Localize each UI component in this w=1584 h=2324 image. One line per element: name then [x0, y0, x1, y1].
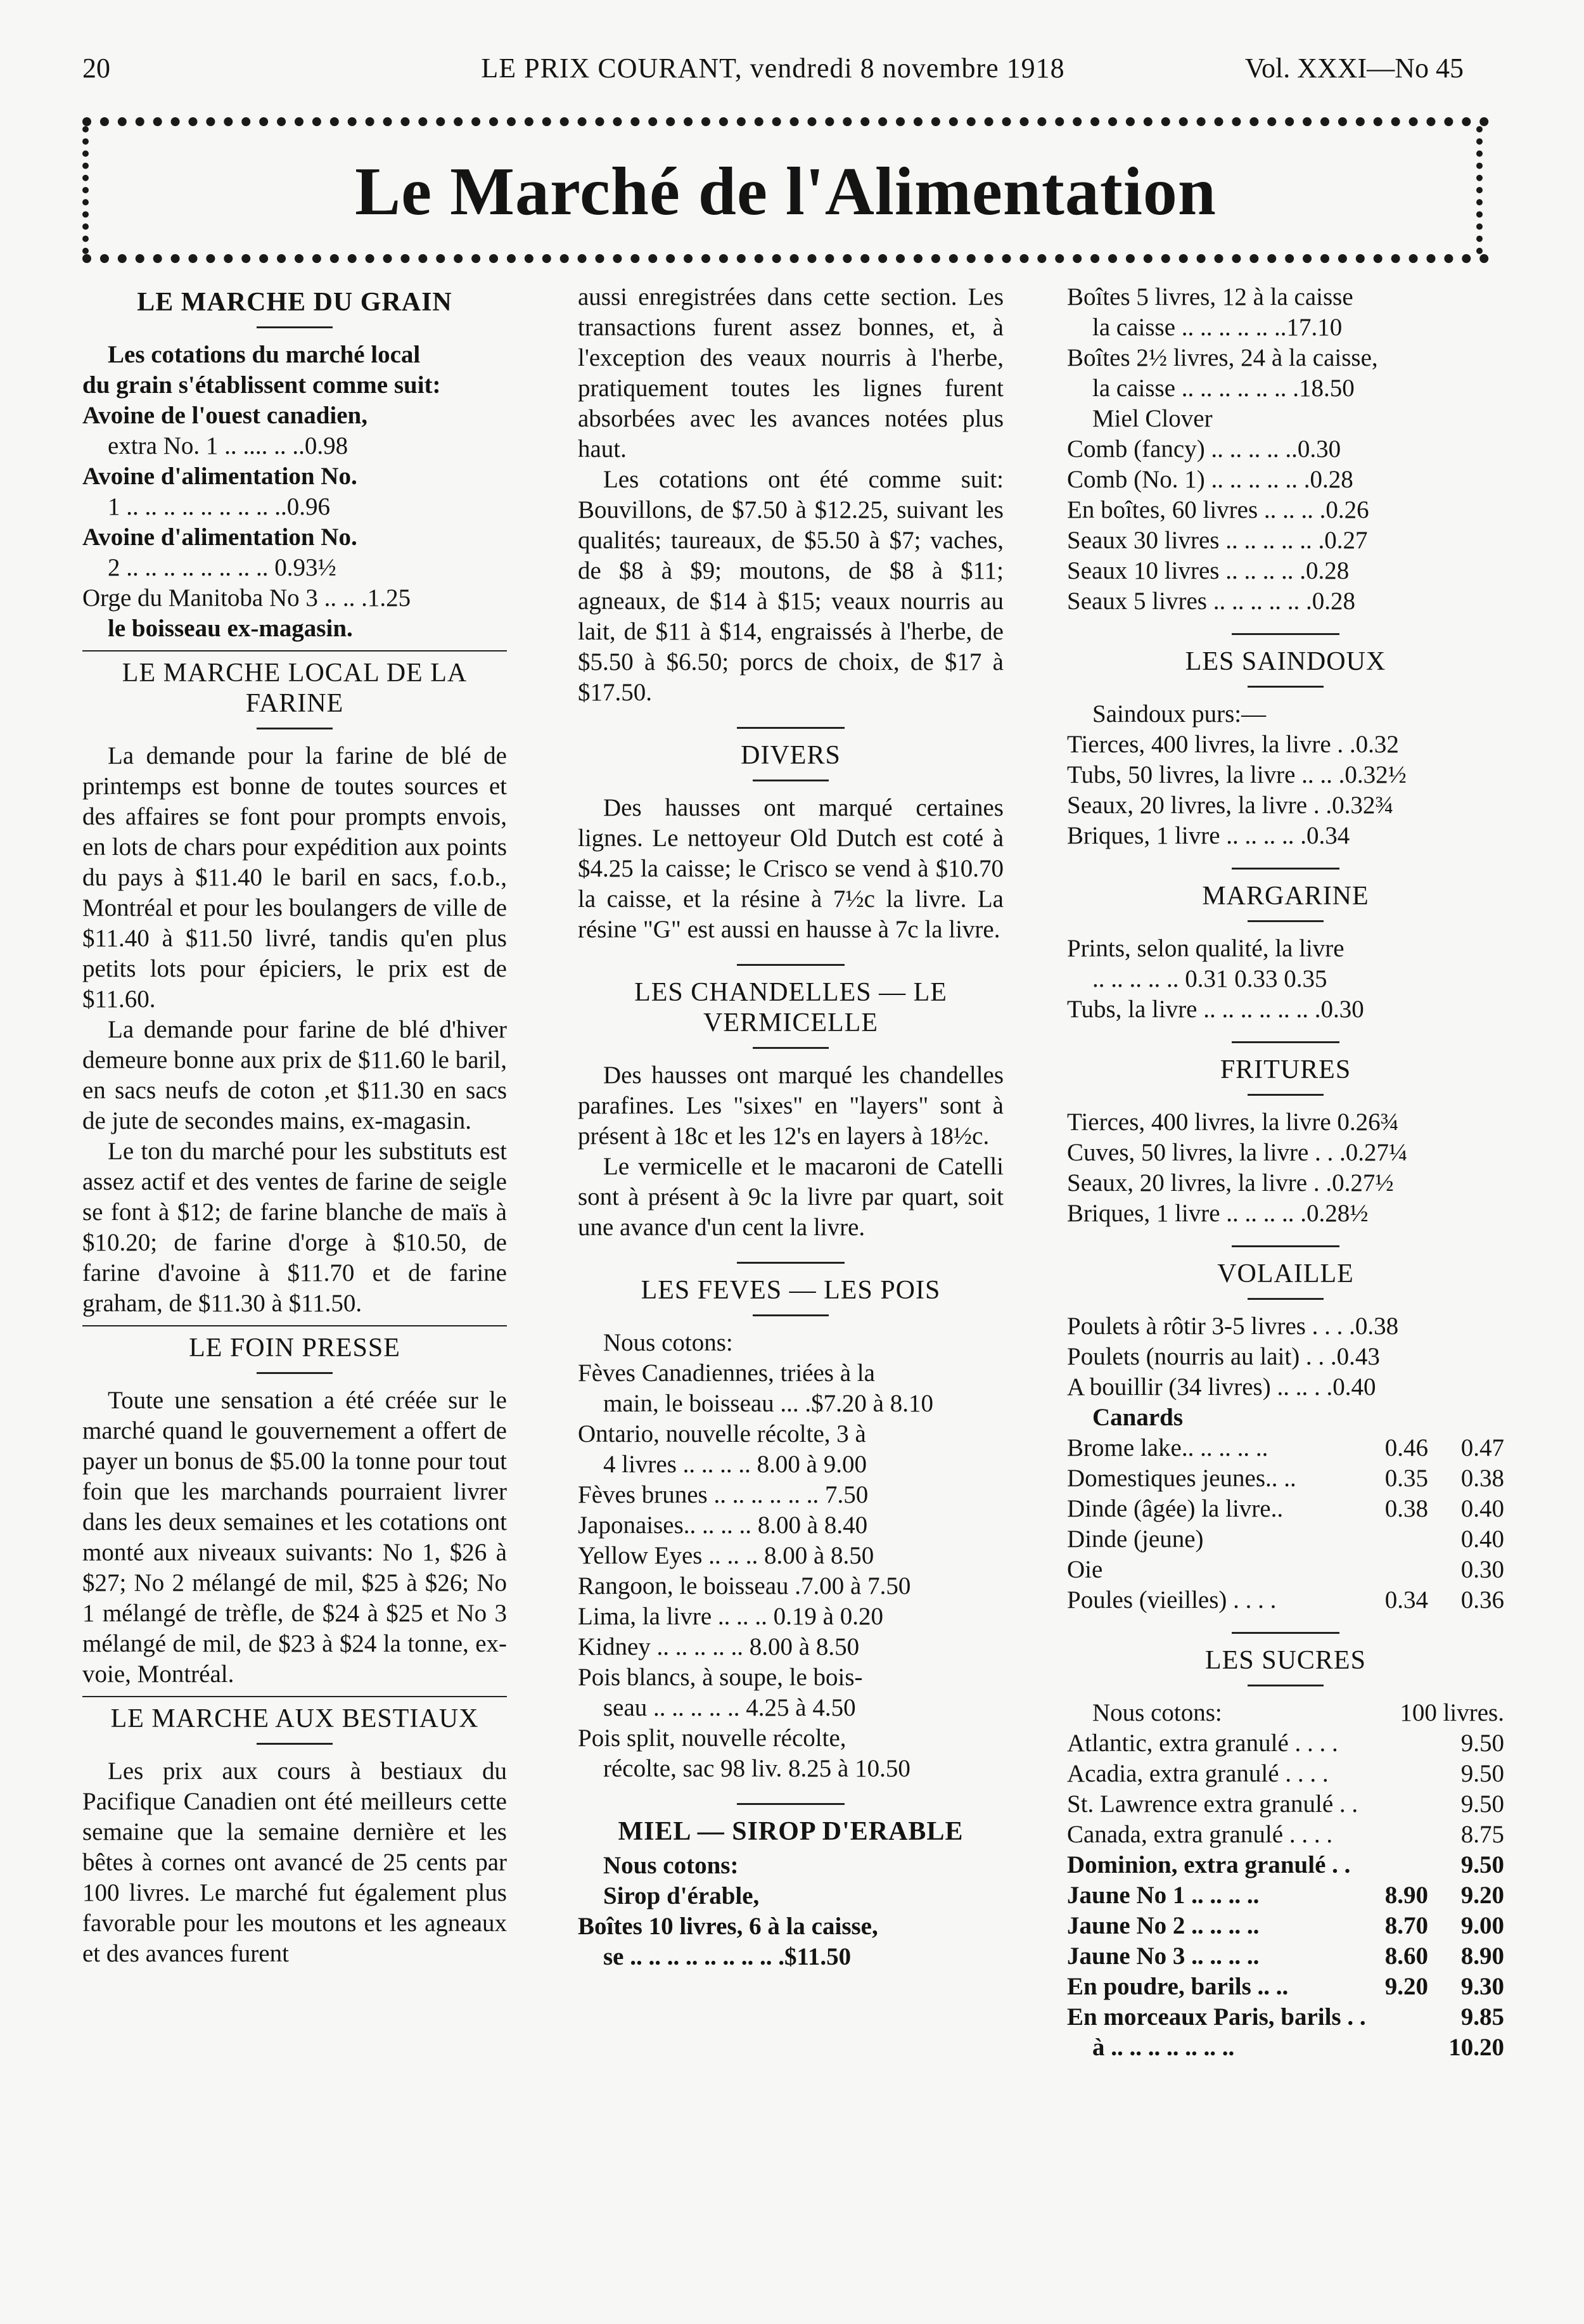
- farine-paragraph: La demande pour farine de blé d'hiver demeure bonne aux prix de $11.60 le baril, en sacs neufs de coton ,et $11.30 en sacs de jute de secondes mains, ex-magasin.: [82, 1016, 507, 1134]
- row-price-low: [1350, 1850, 1447, 1880]
- divider: [1248, 686, 1324, 688]
- saindoux-line: Saindoux purs:—: [1092, 700, 1267, 728]
- feves-line: Japonaises.. .. .. .. 8.00 à 8.40: [578, 1512, 868, 1539]
- volaille-row: [1067, 1463, 1504, 1494]
- sucres-row: [1067, 2002, 1504, 2032]
- divider: [82, 1696, 507, 1697]
- feves-line: récolte, sac 98 liv. 8.25 à 10.50: [603, 1755, 910, 1782]
- divider: [737, 1262, 845, 1264]
- grain-line: Les cotations du marché local: [108, 341, 421, 368]
- row-label: St. Lawrence extra granulé . .: [1067, 1790, 1358, 1818]
- saindoux-line: Briques, 1 livre .. .. .. .. .0.34: [1067, 822, 1350, 849]
- row-label: Jaune No 2 .. .. .. ..: [1067, 1912, 1260, 1939]
- row-price-low: [1301, 2032, 1428, 2063]
- row-label: à .. .. .. .. .. .. ..: [1092, 2034, 1235, 2061]
- miel-line: la caisse .. .. .. .. .. .. .18.50: [1092, 375, 1355, 402]
- section-title: Le Marché de l'Alimentation: [355, 154, 1217, 229]
- feves-line: Fèves Canadiennes, triées à la: [578, 1359, 875, 1387]
- divider: [737, 727, 845, 729]
- sucres-intro: [1067, 1698, 1504, 1728]
- miel-line: Comb (fancy) .. .. .. .. ..0.30: [1067, 435, 1341, 463]
- grain-line: le boisseau ex-magasin.: [108, 615, 353, 642]
- page-number: 20: [82, 53, 110, 84]
- divider: [82, 1325, 507, 1326]
- feves-line: main, le boisseau ... .$7.20 à 8.10: [603, 1390, 933, 1417]
- grain-line: du grain s'établissent comme suit:: [82, 371, 441, 399]
- fritures-line: Seaux, 20 livres, la livre . .0.27½: [1067, 1169, 1394, 1197]
- column-2: [578, 282, 1004, 1972]
- divider: [753, 1314, 829, 1316]
- divider: [1248, 1685, 1324, 1686]
- saindoux-line: Tubs, 50 livres, la livre .. .. .0.32½: [1067, 761, 1407, 788]
- row-label: Poules (vieilles) . . . .: [1067, 1586, 1277, 1614]
- grain-line: Avoine de l'ouest canadien,: [82, 402, 367, 429]
- miel-line: Seaux 5 livres .. .. .. .. .. .0.28: [1067, 587, 1355, 615]
- miel-line: Sirop d'érable,: [603, 1882, 760, 1910]
- miel-line: Miel Clover: [1092, 405, 1213, 432]
- grain-line: extra No. 1 .. .... .. ..0.98: [108, 432, 348, 459]
- grain-line: Avoine d'alimentation No.: [82, 463, 357, 490]
- row-price-high: 9.50: [1460, 1760, 1504, 1787]
- divers-paragraph: Des hausses ont marqué certaines lignes. Le nettoyeur Old Dutch est coté à $4.25 la caisse; le Crisco se vend à $10.70 la caisse, et la résine à 7½c la livre. La résine "G" est aussi en hausse à 7c la livre.: [578, 794, 1004, 943]
- miel-line: la caisse .. .. .. .. .. ..17.10: [1092, 314, 1343, 341]
- sucres-row: [1067, 1880, 1504, 1911]
- row-price-high: 0.36: [1460, 1586, 1504, 1614]
- grain-line: Avoine d'alimentation No.: [82, 523, 357, 551]
- row-label: En poudre, barils .. ..: [1067, 1973, 1289, 2000]
- sucres-row: [1067, 1759, 1504, 1789]
- divider: [737, 1803, 845, 1805]
- row-label: Acadia, extra granulé . . . .: [1067, 1760, 1329, 1787]
- row-label: Dinde (âgée) la livre..: [1067, 1495, 1284, 1522]
- feves-line: Pois blancs, à soupe, le bois-: [578, 1664, 863, 1691]
- feves-line: Yellow Eyes .. .. .. 8.00 à 8.50: [578, 1542, 874, 1569]
- row-label: Dominion, extra granulé . .: [1067, 1851, 1351, 1878]
- row-price-low: [1329, 1759, 1438, 1789]
- volume-number: Vol. XXXI—No 45: [1244, 53, 1464, 84]
- bestiaux-prices: Les cotations ont été comme suit: Bouvillons, de $7.50 à $12.25, suivant les qualités; taureaux, de $5.50 à $7; vaches, de $8 à $9; moutons, de $8 à $11; agneaux, de $14 à $15; veaux nourris au lait, de $11 à $14, engraissés à l'herbe, de $5.50 à $6.50; porcs de choix, de $17 à $17.50.: [578, 466, 1004, 706]
- divider: [1232, 1245, 1339, 1247]
- miel-line: Nous cotons:: [603, 1852, 739, 1879]
- row-price-high: 9.85: [1460, 2003, 1504, 2031]
- row-unit: 100 livres.: [1400, 1699, 1504, 1726]
- row-label: Atlantic, extra granulé . . . .: [1067, 1730, 1338, 1757]
- feves-line: Lima, la livre .. .. .. 0.19 à 0.20: [578, 1603, 883, 1630]
- volaille-row: [1067, 1433, 1504, 1463]
- column-1: [82, 282, 507, 1969]
- bestiaux-continued: aussi enregistrées dans cette section. Les transactions furent assez bonnes, et, à l'exception des veaux nourris à l'herbe, pratiquement toutes les lignes furent absorbées avec les avances notées plus haut.: [578, 283, 1004, 463]
- grain-line: 1 .. .. .. .. .. .. .. .. ..0.96: [108, 493, 330, 520]
- foin-heading: LE FOIN PRESSE: [189, 1333, 400, 1363]
- chandelles-heading: LES CHANDELLES — LE VERMICELLE: [634, 978, 947, 1037]
- row-label: Domestiques jeunes.. ..: [1067, 1465, 1296, 1492]
- feves-line: seau .. .. .. .. .. 4.25 à 4.50: [603, 1694, 856, 1721]
- row-price-low: 0.34: [1384, 1586, 1428, 1614]
- fritures-line: Briques, 1 livre .. .. .. .. .0.28½: [1067, 1200, 1369, 1227]
- farine-paragraph: Le ton du marché pour les substituts est assez actif et des ventes de farine de seigle se font à $12; de farine blanche de maïs à $10.20; de farine d'orge à $10.50, de farine d'avoine à $11.70 et de farine graham, de $11.30 à $11.50.: [82, 1138, 507, 1317]
- miel-line: Boîtes 10 livres, 6 à la caisse,: [578, 1913, 878, 1940]
- volaille-line: Poulets (nourris au lait) . . .0.43: [1067, 1343, 1380, 1370]
- row-price-high: 8.90: [1460, 1942, 1504, 1970]
- sucres-row: [1067, 1911, 1504, 1941]
- row-price-low: [1301, 1555, 1428, 1585]
- sucres-row: [1067, 1850, 1504, 1880]
- divider: [257, 326, 333, 328]
- margarine-line: Prints, selon qualité, la livre: [1067, 935, 1344, 962]
- divider: [1248, 920, 1324, 922]
- saindoux-heading: LES SAINDOUX: [1185, 647, 1386, 676]
- row-label: Brome lake.. .. .. .. ..: [1067, 1434, 1268, 1461]
- row-price-low: [1338, 1728, 1442, 1759]
- row-price-low: [1301, 1524, 1428, 1555]
- column-3: [1067, 282, 1504, 2063]
- row-price-low: 8.70: [1384, 1912, 1428, 1939]
- bestiaux-paragraph: Les prix aux cours à bestiaux du Pacifique Canadien ont été meilleurs cette semaine que la semaine dernière et les bêtes à cornes ont avancé de 25 cents par 100 livres. Le marché fut également plus favorable pour les moutons et les agneaux et des avances furent: [82, 1757, 507, 1967]
- row-price-high: 9.50: [1460, 1730, 1504, 1757]
- row-price-low: [1358, 1789, 1449, 1820]
- row-price-high: 9.50: [1460, 1851, 1504, 1878]
- miel-line: Comb (No. 1) .. .. .. .. .. .0.28: [1067, 466, 1353, 493]
- margarine-heading: MARGARINE: [1202, 882, 1369, 911]
- row-label: Jaune No 1 .. .. .. ..: [1067, 1882, 1260, 1909]
- farine-heading: LE MARCHE LOCAL DE LA FARINE: [122, 658, 468, 718]
- feves-heading: LES FEVES — LES POIS: [641, 1276, 941, 1305]
- feves-line: 4 livres .. .. .. .. 8.00 à 9.00: [603, 1451, 867, 1478]
- sucres-row: [1067, 1789, 1504, 1820]
- row-label: En morceaux Paris, barils . .: [1067, 2003, 1366, 2031]
- divider: [753, 780, 829, 781]
- volaille-row: [1067, 1524, 1504, 1555]
- row-price-low: 9.20: [1384, 1973, 1428, 2000]
- row-price-low: 0.35: [1384, 1465, 1428, 1492]
- grain-heading: LE MARCHE DU GRAIN: [137, 288, 452, 317]
- sucres-row: [1067, 1941, 1504, 1972]
- row-price-low: 8.90: [1384, 1882, 1428, 1909]
- divider: [1232, 633, 1339, 635]
- divider: [82, 650, 507, 652]
- feves-line: Rangoon, le boisseau .7.00 à 7.50: [578, 1572, 911, 1600]
- row-price-high: 0.47: [1460, 1434, 1504, 1461]
- divider: [737, 964, 845, 966]
- sucres-heading: LES SUCRES: [1205, 1646, 1366, 1675]
- bestiaux-heading: LE MARCHE AUX BESTIAUX: [110, 1704, 479, 1733]
- fritures-line: Cuves, 50 livres, la livre . . .0.27¼: [1067, 1139, 1408, 1166]
- miel-line: Boîtes 5 livres, 12 à la caisse: [1067, 283, 1353, 311]
- volaille-heading: VOLAILLE: [1217, 1259, 1354, 1288]
- divider: [1248, 1298, 1324, 1300]
- row-label: Nous cotons:: [1092, 1699, 1222, 1726]
- divider: [257, 1743, 333, 1745]
- vermicelle-paragraph: Le vermicelle et le macaroni de Catelli sont à présent à 9c la livre par quart, soit une avance d'un cent la livre.: [578, 1153, 1004, 1241]
- volaille-row: [1067, 1494, 1504, 1524]
- feves-line: Fèves brunes .. .. .. .. .. .. 7.50: [578, 1481, 869, 1508]
- row-label: Oie: [1067, 1556, 1103, 1583]
- feves-line: Ontario, nouvelle récolte, 3 à: [578, 1420, 866, 1448]
- miel-line: En boîtes, 60 livres .. .. .. .0.26: [1067, 496, 1369, 523]
- row-price-high: 9.20: [1460, 1882, 1504, 1909]
- volaille-row: [1067, 1555, 1504, 1585]
- miel-line: Seaux 30 livres .. .. .. .. .. .0.27: [1067, 527, 1368, 554]
- divider: [1232, 1632, 1339, 1634]
- row-price-high: 8.75: [1460, 1821, 1504, 1848]
- page-header: [82, 52, 1464, 90]
- divider: [257, 728, 333, 729]
- foin-paragraph: Toute une sensation a été créée sur le marché quand le gouvernement a offert de payer un bonus de $5.00 la tonne pour tout foin que les marchands pourraient livrer dans les deux semaines et les cotations ont monté aux niveaux suivants: No 1, $26 à $27; No 2 mélangé de mil, $25 à $26; No 1 mélangé de trèfle, de $24 à $25 et No 3 mélangé de mil, de $23 à $24 la tonne, ex-voie, Montréal.: [82, 1387, 507, 1688]
- divider: [1232, 1041, 1339, 1043]
- saindoux-line: Seaux, 20 livres, la livre . .0.32¾: [1067, 792, 1394, 819]
- volaille-line: A bouillir (34 livres) .. .. . .0.40: [1067, 1373, 1376, 1401]
- divider: [1232, 868, 1339, 870]
- margarine-line: .. .. .. .. .. 0.31 0.33 0.35: [1092, 965, 1327, 992]
- volaille-line: Poulets à rôtir 3-5 livres . . . .0.38: [1067, 1313, 1399, 1340]
- grain-line: 2 .. .. .. .. .. .. .. .. 0.93½: [108, 554, 336, 581]
- row-price-high: 0.30: [1460, 1556, 1504, 1583]
- row-price-low: 0.46: [1384, 1434, 1428, 1461]
- row-label: Dinde (jeune): [1067, 1525, 1204, 1553]
- sucres-row: [1067, 1972, 1504, 2002]
- row-label: Jaune No 3 .. .. .. ..: [1067, 1942, 1260, 1970]
- row-price-low: 0.38: [1384, 1495, 1428, 1522]
- row-price-high: 10.20: [1448, 2034, 1504, 2061]
- feves-line: Pois split, nouvelle récolte,: [578, 1724, 846, 1752]
- row-price-low: [1332, 1820, 1440, 1850]
- grain-line: Orge du Manitoba No 3 .. .. .1.25: [82, 584, 411, 612]
- row-price-high: 0.40: [1460, 1495, 1504, 1522]
- miel-line: Boîtes 2½ livres, 24 à la caisse,: [1067, 344, 1378, 371]
- divider: [1248, 1094, 1324, 1096]
- row-label: Canada, extra granulé . . . .: [1067, 1821, 1333, 1848]
- publication-title: LE PRIX COURANT, vendredi 8 novembre 1918: [481, 53, 1065, 84]
- fritures-heading: FRITURES: [1220, 1055, 1351, 1084]
- row-price-high: 0.38: [1460, 1465, 1504, 1492]
- saindoux-line: Tierces, 400 livres, la livre . .0.32: [1067, 731, 1399, 758]
- sucres-row: [1067, 1820, 1504, 1850]
- miel-line: Seaux 10 livres .. .. .. .. .0.28: [1067, 557, 1350, 584]
- row-price-high: 9.50: [1460, 1790, 1504, 1818]
- sucres-row: [1067, 2032, 1504, 2063]
- row-price-high: 9.00: [1460, 1912, 1504, 1939]
- row-price-low: 8.60: [1384, 1942, 1428, 1970]
- miel-line: se .. .. .. .. .. .. .. .. .$11.50: [603, 1943, 852, 1970]
- row-price-low: [1366, 2002, 1453, 2032]
- row-price-high: 0.40: [1460, 1525, 1504, 1553]
- divers-heading: DIVERS: [741, 741, 841, 770]
- fritures-line: Tierces, 400 livres, la livre 0.26¾: [1067, 1108, 1399, 1136]
- farine-paragraph: La demande pour la farine de blé de printemps est bonne de toutes sources et des affaires se font pour prompts envois, en lots de chars pour expédition aux points du pays à $11.40 le baril en sacs, f.o.b., Montréal et pour les boulangers de ville de $11.40 à $11.50 livré, tandis qu'en plus petits lots pour épiciers, le prix est de $11.60.: [82, 742, 507, 1013]
- sucres-row: [1067, 1728, 1504, 1759]
- divider: [257, 1372, 333, 1374]
- margarine-line: Tubs, la livre .. .. .. .. .. .. .0.30: [1067, 996, 1364, 1023]
- feves-intro: Nous cotons:: [603, 1329, 733, 1356]
- row-price-high: 9.30: [1460, 1973, 1504, 2000]
- divider: [753, 1047, 829, 1049]
- feves-line: Kidney .. .. .. .. .. 8.00 à 8.50: [578, 1633, 860, 1660]
- miel-heading: MIEL — SIROP D'ERABLE: [618, 1817, 964, 1846]
- canards-label: Canards: [1092, 1404, 1184, 1431]
- chandelles-paragraph: Des hausses ont marqué les chandelles parafines. Les "sixes" en "layers" sont à présent à 18c et les 12's en layers à 18½c.: [578, 1062, 1004, 1150]
- volaille-row: [1067, 1585, 1504, 1615]
- section-banner: [82, 117, 1489, 263]
